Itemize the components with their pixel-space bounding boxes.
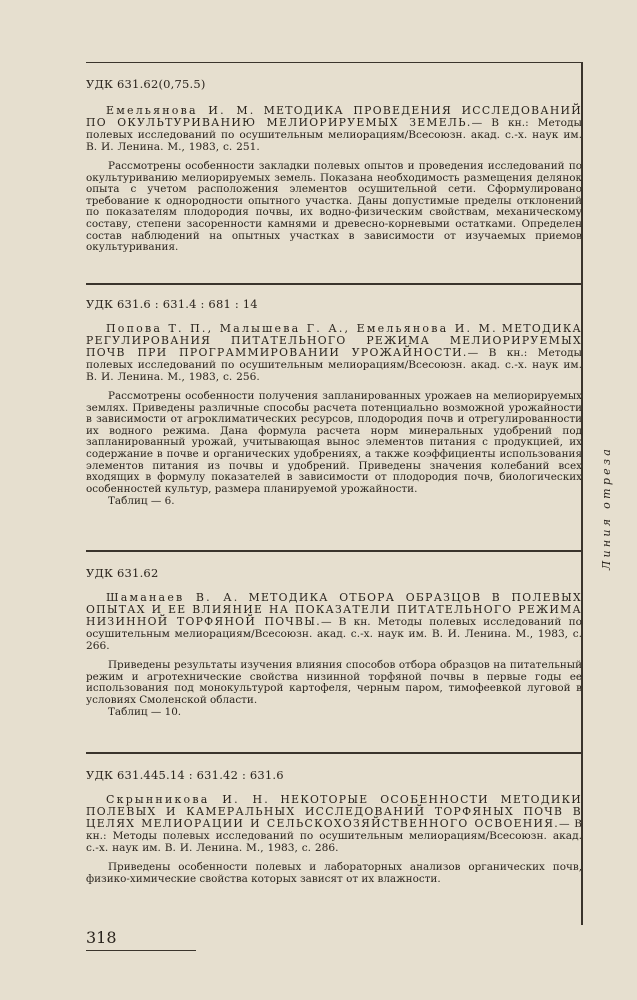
cut-line-label: Линия отреза <box>600 445 613 570</box>
author: Шаманаев В. А. <box>106 591 240 604</box>
abstract: Приведены результаты изучения влияния способов отбора образцов на питательный режим и агротехнические свойства низинной торфяной почвы в первые годы ее использования под монокультурой картофеля, черным паром, тимофеевкой луговой в условиях Смоленской области. <box>86 659 582 706</box>
source: — В кн. Методы полевых исследований по осушительным мелиорациям/Всесоюзн. акад. с.-х. наук им. В. И. Ленина. М., 1983, с. 266. <box>86 616 583 652</box>
udc-code: УДК 631.445.14 : 631.42 : 631.6 <box>86 768 284 782</box>
udc-code: УДК 631.62 <box>86 566 159 580</box>
bibliographic-reference <box>86 592 582 652</box>
udc-code: УДК 631.6 : 631.4 : 681 : 14 <box>86 297 258 311</box>
catalog-card-4 <box>86 752 582 885</box>
article-title: МЕТОДИКА РЕГУЛИРОВАНИЯ ПИТАТЕЛЬНОГО РЕЖИМА МЕЛИОРИРУЕМЫХ ПОЧВ ПРИ ПРОГРАММИРОВАНИИ УРОЖАЙНОСТИ. <box>86 322 583 359</box>
footer-rule <box>86 950 196 951</box>
abstract: Приведены особенности полевых и лабораторных анализов органических почв, физико-химические свойства которых зависят от их влажности. <box>86 861 582 885</box>
source: — В кн.: Методы полевых исследований по осушительным мелиорациям/Всесоюзн. акад. с.-х. наук им. В. И. Ленина. М., 1983, с. 286. <box>86 818 583 854</box>
author: Попова Т. П., Малышева Г. А., Емельянова И. М. <box>106 322 498 335</box>
article-title: МЕТОДИКА ОТБОРА ОБРАЗЦОВ В ПОЛЕВЫХ ОПЫТАХ И ЕЕ ВЛИЯНИЕ НА ПОКАЗАТЕЛИ ПИТАТЕЛЬНОГО РЕЖИМА НИЗИННОЙ ТОРФЯНОЙ ПОЧВЫ. <box>86 591 582 628</box>
article-title: МЕТОДИКА ПРОВЕДЕНИЯ ИССЛЕДОВАНИЙ ПО ОКУЛЬТУРИВАНИЮ МЕЛИОРИРУЕМЫХ ЗЕМЕЛЬ. <box>86 104 582 129</box>
abstract: Рассмотрены особенности получения запланированных урожаев на мелиорируемых землях. Приведены различные способы расчета потенциально возможной урожайности в зависимости от агроклиматических ресурсов, плодородия почв и отрегулированности их водного режима. Дана формула расчета норм минеральных удобрений под запланированный урожай, учитывающая вынос элементов питания с продукцией, их содержание в почве и органических удобрениях, а также коэффициенты использования элементов питания из почвы и удобрений. Приведены значения колебаний всех входящих в формулу показателей в зависимости от плодородия почв, биологических особенностей культур, размера планируемой урожайности. <box>86 390 582 495</box>
bibliographic-reference <box>86 323 582 383</box>
author: Скрынникова И. Н. <box>106 793 270 806</box>
tables-count: Таблиц — 10. <box>108 706 182 719</box>
source: — В кн.: Методы полевых исследований по осушительным мелиорациям/Всесоюзн. акад. с.-х. наук им. В. И. Ленина. М., 1983, с. 256. <box>86 347 582 383</box>
bibliographic-reference <box>86 105 582 153</box>
abstract: Рассмотрены особенности закладки полевых опытов и проведения исследований по окультуриванию мелиорируемых земель. Показана необходимость размещения делянок опыта с учетом расположения элементов осушительной сети. Сформулировано требование к однородности опытного участка. Даны допустимые пределы отклонений по показателям плодородия почвы, их водно-физическим свойствам, механическому составу, степени засоренности камнями и древесно-корневыми остатками. Определен состав наблюдений на опытных участках в зависимости от изучаемых приемов окультуривания. <box>86 160 582 254</box>
catalog-card-2 <box>86 283 582 507</box>
article-title: НЕКОТОРЫЕ ОСОБЕННОСТИ МЕТОДИКИ ПОЛЕВЫХ И КАМЕРАЛЬНЫХ ИССЛЕДОВАНИЙ ТОРФЯНЫХ ПОЧВ В ЦЕЛЯХ МЕЛИОРАЦИИ И СЕЛЬСКОХОЗЯЙСТВЕННОГО ОСВОЕНИЯ. <box>86 793 582 830</box>
author: Емельянова И. М. <box>106 104 256 117</box>
tables-count: Таблиц — 6. <box>108 495 175 508</box>
bibliographic-reference <box>86 794 582 854</box>
source: — В кн.: Методы полевых исследований по осушительным мелиорациям/Всесоюзн. акад. с.-х. наук им. В. И. Ленина. М., 1983, с. 251. <box>86 117 582 153</box>
udc-code: УДК 631.62(0,75.5) <box>86 77 206 91</box>
page-number: 318 <box>86 928 117 947</box>
catalog-card-1 <box>86 62 582 254</box>
catalog-card-3 <box>86 550 582 718</box>
